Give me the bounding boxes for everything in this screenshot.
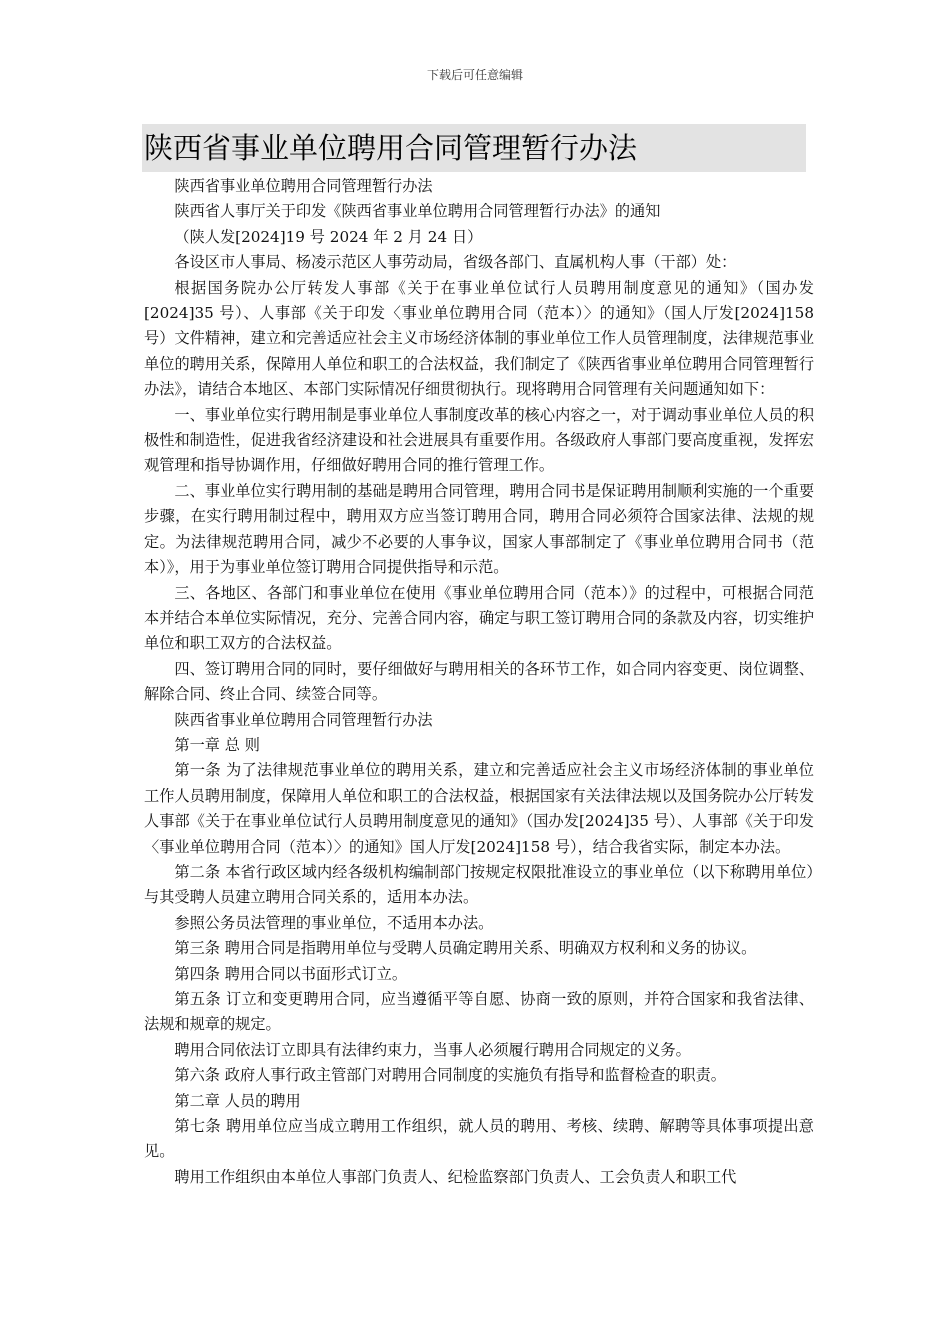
paragraph: 聘用合同依法订立即具有法律约束力，当事人必须履行聘用合同规定的义务。: [174, 1040, 691, 1059]
paragraph: （陕人发[2024]19 号 2024 年 2 月 24 日）: [174, 227, 483, 246]
paragraph: 各设区市人事局、杨凌示范区人事劳动局，省级各部门、直属机构人事（干部）处：: [174, 253, 737, 272]
paragraph: 第七条 聘用单位应当成立聘用工作组织，就人员的聘用、考核、续聘、解聘等具体事项提出意见。: [144, 1117, 814, 1161]
paragraph: 第三条 聘用合同是指聘用单位与受聘人员确定聘用关系、明确双方权利和义务的协议。: [174, 939, 757, 958]
paragraph: 三、各地区、各部门和事业单位在使用《事业单位聘用合同（范本）》的过程中，可根据合同范本并结合本单位实际情况，充分、完善合同内容，确定与职工签订聘用合同的条款及内容，切实维护单位和职工双方的合法权益。: [144, 583, 814, 653]
paragraph: 第六条 政府人事行政主管部门对聘用合同制度的实施负有指导和监督检查的职责。: [174, 1066, 726, 1085]
title-band: [142, 124, 806, 172]
paragraph: 根据国务院办公厅转发人事部《关于在事业单位试行人员聘用制度意见的通知》（国办发[2024]35 号）、人事部《关于印发〈事业单位聘用合同（范本）〉的通知》（国人厅发[2024]158 号）文件精神，建立和完善适应社会主义市场经济体制的事业单位工作人员管理制度，法律规范事业单位的聘用关系，保障用人单位和职工的合法权益，我们制定了《陕西省事业单位聘用合同管理暂行办法》，请结合本地区、本部门实际情况仔细贯彻执行。现将聘用合同管理有关问题通知如下：: [144, 278, 814, 399]
paragraph: 第二章 人员的聘用: [174, 1091, 301, 1110]
paragraph: 第五条 订立和变更聘用合同，应当遵循平等自愿、协商一致的原则，并符合国家和我省法律、法规和规章的规定。: [144, 990, 814, 1034]
paragraph: 第四条 聘用合同以书面形式订立。: [174, 964, 408, 983]
paragraph: 第二条 本省行政区域内经各级机构编制部门按规定权限批准设立的事业单位（以下称聘用单位）与其受聘人员建立聘用合同关系的，适用本办法。: [144, 862, 814, 907]
document-body: [144, 174, 814, 1190]
paragraph: 四、签订聘用合同的同时，要仔细做好与聘用相关的各环节工作，如合同内容变更、岗位调整、解除合同、终止合同、续签合同等。: [144, 659, 814, 704]
paragraph: 陕西省事业单位聘用合同管理暂行办法: [174, 710, 433, 729]
paragraph: 二、事业单位实行聘用制的基础是聘用合同管理，聘用合同书是保证聘用制顺利实施的一个重要步骤，在实行聘用制过程中，聘用双方应当签订聘用合同，聘用合同必须符合国家法律、法规的规定。为法律规范聘用合同，减少不必要的人事争议，国家人事部制定了《事业单位聘用合同书（范本）》，用于为事业单位签订聘用合同提供指导和示范。: [144, 481, 814, 577]
paragraph: 第一章 总 则: [174, 735, 260, 754]
paragraph: 一、事业单位实行聘用制是事业单位人事制度改革的核心内容之一，对于调动事业单位人员的积极性和制造性，促进我省经济建设和社会进展具有重要作用。各级政府人事部门要高度重视，发挥宏观管理和指导协调作用，仔细做好聘用合同的推行管理工作。: [144, 405, 814, 475]
paragraph: 第一条 为了法律规范事业单位的聘用关系，建立和完善适应社会主义市场经济体制的事业单位工作人员聘用制度，保障用人单位和职工的合法权益，根据国家有关法律法规以及国务院办公厅转发人事部《关于在事业单位试行人员聘用制度意见的通知》（国办发[2024]35 号）、人事部《关于印发〈事业单位聘用合同（范本）〉的通知》国人厅发[2024]158 号），结合我省实际，制定本办法。: [144, 761, 814, 856]
header-note: 下载后可任意编辑: [426, 68, 523, 82]
paragraph: 陕西省事业单位聘用合同管理暂行办法: [174, 177, 433, 195]
document-title: 陕西省事业单位聘用合同管理暂行办法: [144, 131, 638, 165]
paragraph: 陕西省人事厅关于印发《陕西省事业单位聘用合同管理暂行办法》的通知: [174, 202, 661, 221]
paragraph: 聘用工作组织由本单位人事部门负责人、纪检监察部门负责人、工会负责人和职工代: [174, 1167, 737, 1186]
paragraph: 参照公务员法管理的事业单位，不适用本办法。: [174, 913, 494, 932]
